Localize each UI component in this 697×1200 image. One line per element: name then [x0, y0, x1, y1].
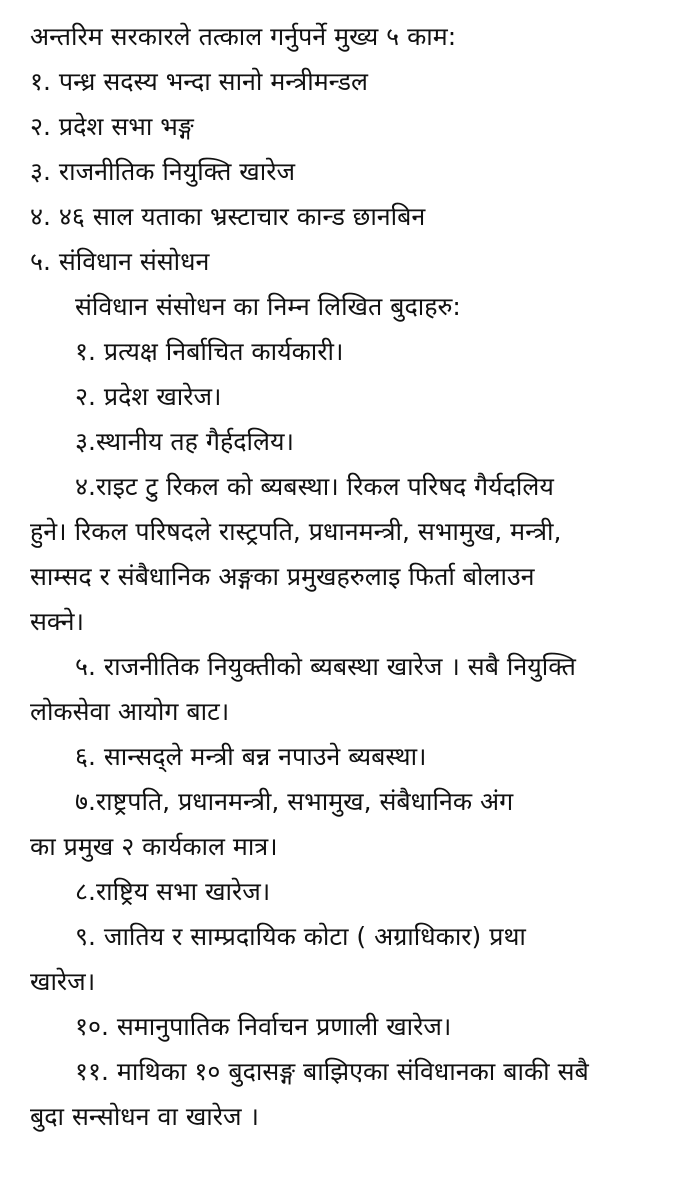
amendment-point-7-line-2: का प्रमुख २ कार्यकाल मात्र।: [30, 832, 278, 861]
amendment-point-7-line-1: ७.राष्ट्रपति, प्रधानमन्त्री, सभामुख, संबैधानिक अंग: [75, 787, 514, 816]
amendment-subheading: संविधान संसोधन का निम्न लिखित बुदाहरु:: [75, 292, 461, 321]
amendment-point-8: ८.राष्ट्रिय सभा खारेज।: [75, 877, 271, 906]
amendment-point-10: १०. समानुपातिक निर्वाचन प्रणाली खारेज।: [75, 1012, 452, 1041]
task-item-3: ३. राजनीतिक नियुक्ति खारेज: [30, 157, 295, 186]
amendment-point-5-line-2: लोकसेवा आयोग बाट।: [30, 697, 230, 726]
amendment-point-2: २. प्रदेश खारेज।: [75, 382, 222, 411]
amendment-point-9-line-1: ९. जातिय र साम्प्रदायिक कोटा ( अग्राधिकार) प्रथा: [75, 922, 526, 951]
amendment-point-9-line-2: खारेज।: [30, 967, 96, 996]
amendment-point-11-line-2: बुदा सन्सोधन वा खारेज ।: [30, 1102, 259, 1131]
amendment-point-3: ३.स्थानीय तह गैर्हदलिय।: [75, 427, 294, 456]
document-heading: अन्तरिम सरकारले तत्काल गर्नुपर्ने मुख्य ५ काम:: [30, 22, 457, 51]
amendment-point-4-line-2: हुने। रिकल परिषदले रास्ट्रपति, प्रधानमन्त्री, सभामुख, मन्त्री,: [30, 517, 562, 546]
amendment-point-4-line-4: सक्ने।: [30, 607, 84, 636]
amendment-point-4-line-3: साम्सद र संबैधानिक अङ्गका प्रमुखहरुलाइ फिर्ता बोलाउन: [30, 562, 535, 591]
task-item-2: २. प्रदेश सभा भङ्ग: [30, 112, 194, 141]
amendment-point-11-line-1: ११. माथिका १० बुदासङ्ग बाझिएका संविधानका बाकी सबै: [75, 1057, 589, 1086]
task-item-5: ५. संविधान संसोधन: [30, 247, 210, 276]
amendment-point-5-line-1: ५. राजनीतिक नियुक्तीको ब्यबस्था खारेज । सबै नियुक्ति: [75, 652, 576, 681]
task-item-4: ४. ४६ साल यताका भ्रस्टाचार कान्ड छानबिन: [30, 202, 426, 231]
amendment-point-4-line-1: ४.राइट टु रिकल को ब्यबस्था। रिकल परिषद गैर्यदलिय: [75, 472, 554, 501]
task-item-1: १. पन्ध्र सदस्य भन्दा सानो मन्त्रीमन्डल: [30, 67, 368, 96]
amendment-point-1: १. प्रत्यक्ष निर्बाचित कार्यकारी।: [75, 337, 344, 366]
amendment-point-6: ६. सान्सद्ले मन्त्री बन्न नपाउने ब्यबस्था।: [75, 742, 427, 771]
